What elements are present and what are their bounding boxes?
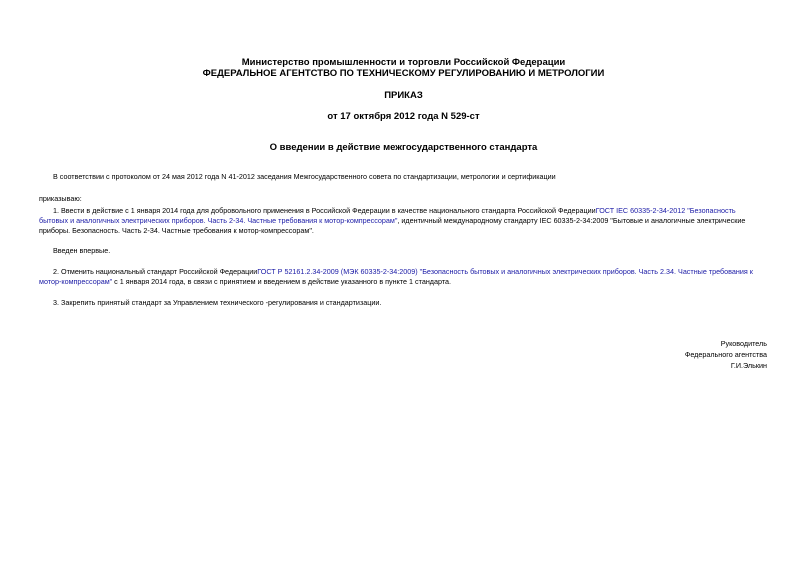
item2-line2 <box>39 276 769 287</box>
doc-type-heading: ПРИКАЗ <box>384 90 423 101</box>
signature-position: Руководитель <box>720 339 767 348</box>
item1-line1-text: 1. Ввести в действие с 1 января 2014 года для добровольного применения в Российской Федерации в качестве национального стандарта Российской Федерации <box>53 206 596 215</box>
date-number-heading: от 17 октября 2012 года N 529-ст <box>327 111 480 122</box>
gost-iec-60335-link-cont[interactable]: бытовых и аналогичных электрических приборов. Часть 2-34. Частные требования к мотор-компрессорам" <box>39 216 398 225</box>
item2-line2-text: с 1 января 2014 года, в связи с принятием и введением в действие указанного в пункте 1 стандарта. <box>112 277 452 286</box>
item3-paragraph: 3. Закрепить принятый стандарт за Управлением технического -регулирования и стандартизации. <box>53 298 382 307</box>
signature-name: Г.И.Элькин <box>730 361 767 370</box>
gost-r-52161-link-cont[interactable]: мотор-компрессорам" <box>39 277 113 286</box>
ministry-heading: Министерство промышленности и торговли Российской Федерации <box>241 57 566 68</box>
preamble-paragraph: В соответствии с протоколом от 24 мая 2012 года N 41-2012 заседания Межгосударственного совета по стандартизации, метрологии и сертификации <box>53 172 556 181</box>
agency-heading: ФЕДЕРАЛЬНОЕ АГЕНТСТВО ПО ТЕХНИЧЕСКОМУ РЕГУЛИРОВАНИЮ И МЕТРОЛОГИИ <box>202 68 605 79</box>
item1-line3: приборы. Безопасность. Часть 2-34. Частные требования к мотор-компрессорам". <box>39 226 314 235</box>
item2-line1-text: 2. Отменить национальный стандарт Российской Федерации <box>53 267 258 276</box>
introduced-first-note: Введен впервые. <box>53 246 111 255</box>
item1-line2-text: , идентичный международному стандарту IEC 60335-2-34:2009 "Бытовые и аналогичные электрические <box>397 216 746 225</box>
gost-iec-60335-link[interactable]: ГОСТ IEC 60335-2-34-2012 "Безопасность <box>595 206 736 215</box>
signature-organization: Федерального агентства <box>684 350 767 359</box>
order-word: приказываю: <box>39 194 82 203</box>
document-title: О введении в действие межгосударственного стандарта <box>269 142 538 153</box>
gost-r-52161-link[interactable]: ГОСТ Р 52161.2.34-2009 (МЭК 60335-2-34:2009) "Безопасность бытовых и аналогичных электрических приборов. Часть 2.34. Частные требования к <box>257 267 753 276</box>
